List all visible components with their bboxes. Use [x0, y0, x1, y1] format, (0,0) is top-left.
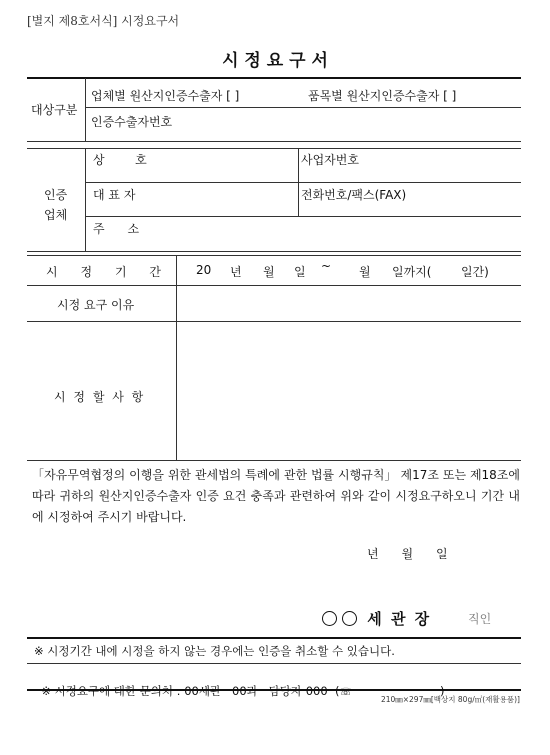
paper-spec: 210㎜×297㎜[백상지 80g/㎡(재활용품)]: [380, 695, 520, 704]
page-title: 시 정 요 구 서: [222, 51, 328, 71]
item-type-option[interactable]: 품목별 원산지인증수출자 [ ]: [308, 89, 457, 103]
row-divider: [27, 251, 521, 252]
target-label: 대상구분: [31, 103, 78, 117]
period-month1-unit: 월: [263, 265, 275, 279]
period-tilde: ~: [321, 259, 332, 273]
row-divider: [27, 141, 521, 142]
reason-label: 시정 요구 이유: [57, 298, 135, 312]
period-year-unit: 년: [230, 265, 242, 279]
representative-label: 대 표 자: [93, 188, 136, 202]
row-divider: [85, 182, 521, 183]
company-label-line1: 인증: [44, 188, 68, 202]
issuer-name: 세 관 장: [367, 610, 432, 628]
note-contact-close: ): [439, 684, 445, 698]
matters-label: 시 정 할 사 항: [54, 390, 146, 404]
cert-number-label: 인증수출자번호: [91, 115, 173, 129]
period-month2-unit: 월: [359, 265, 371, 279]
period-day1-unit: 일: [294, 265, 306, 279]
col-divider: [85, 148, 86, 251]
period-label: 시 정 기 간: [46, 265, 162, 279]
official-seal-label: 직인: [468, 612, 492, 626]
col-divider: [298, 148, 299, 216]
period-year[interactable]: 20: [196, 263, 212, 277]
table-top-border: [27, 77, 521, 79]
address-label: 주 소: [93, 222, 140, 236]
issuer-line: [322, 608, 431, 629]
company-name-label: 상 호: [93, 153, 147, 167]
phone-fax-label: 전화번호/팩스(FAX): [301, 188, 407, 202]
phone-icon: ☏: [339, 687, 352, 698]
row-divider: [85, 107, 521, 108]
period-until: 일까지(: [392, 265, 432, 279]
notes-top-border: [27, 637, 521, 639]
request-paragraph: 「자유무역협정의 이행을 위한 관세법의 특례에 관한 법률 시행규칙」 제17조 또는 제18조에 따라 귀하의 원산지인증수출자 인증 요건 충족과 관련하여 위와 같이 시정요구하오니 기간 내에 시정하여 주시기 바랍니다.: [32, 468, 520, 524]
row-divider: [27, 255, 521, 256]
col-divider: [85, 78, 86, 141]
note-contact-text: ※ 시정요구에 대한 문의처 : 00세관 00과 담당자 000 (: [41, 684, 340, 698]
row-divider: [27, 663, 521, 664]
row-divider: [27, 285, 521, 286]
circle-icon: [322, 611, 337, 626]
form-label: [별지 제8호서식] 시정요구서: [27, 14, 180, 28]
col-divider: [176, 255, 177, 460]
company-label-line2: 업체: [44, 208, 68, 222]
row-divider: [27, 460, 521, 461]
issue-date-line: 년 월 일: [367, 547, 448, 561]
row-divider: [85, 216, 521, 217]
company-type-option[interactable]: 업체별 원산지인증수출자 [ ]: [91, 89, 240, 103]
row-divider: [27, 148, 521, 149]
business-number-label: 사업자번호: [301, 153, 359, 167]
row-divider: [27, 321, 521, 322]
period-days: 일간): [461, 265, 489, 279]
note-cancellation: ※ 시정기간 내에 시정을 하지 않는 경우에는 인증을 취소할 수 있습니다.: [34, 644, 395, 658]
circle-icon: [342, 611, 357, 626]
